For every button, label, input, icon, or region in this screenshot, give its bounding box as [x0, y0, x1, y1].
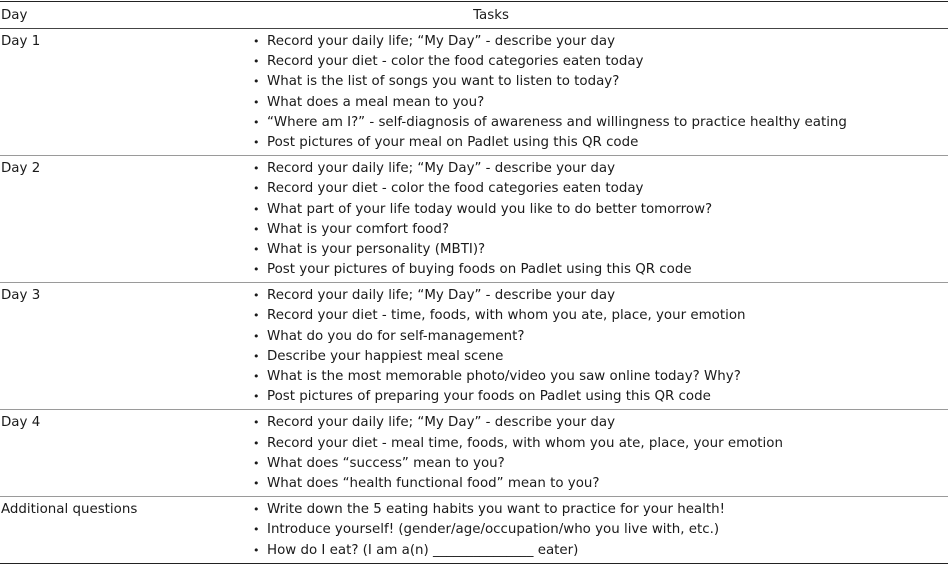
table-row [0, 283, 948, 410]
bullet-icon: • [253, 162, 260, 176]
task-item [249, 32, 948, 52]
task-item [249, 413, 948, 433]
task-item [249, 474, 948, 494]
bullet-icon: • [253, 503, 260, 517]
bullet-icon: • [253, 202, 260, 216]
task-item [249, 500, 948, 520]
bullet-icon: • [253, 115, 260, 129]
task-text: Record your daily life; “My Day” - describe your day [267, 415, 616, 431]
table-row [0, 410, 948, 497]
tasks-cell [249, 497, 948, 563]
task-item [249, 286, 948, 306]
task-item [249, 93, 948, 113]
tasks-cell [249, 156, 948, 282]
header-tasks: Tasks [473, 7, 509, 23]
table-row [0, 156, 948, 283]
task-text: How do I eat? (I am a(n) _______________ eater) [267, 542, 579, 558]
task-item [249, 179, 948, 199]
task-text: What do you do for self-management? [267, 328, 525, 344]
day-cell: Additional questions [1, 502, 138, 518]
task-text: Record your diet - time, foods, with whom you ate, place, your emotion [267, 308, 746, 324]
task-item [249, 327, 948, 347]
bullet-icon: • [253, 309, 260, 323]
task-text: Record your diet - meal time, foods, with whom you ate, place, your emotion [267, 435, 783, 451]
bullet-icon: • [253, 416, 260, 430]
task-text: Write down the 5 eating habits you want to practice for your health! [267, 502, 725, 518]
task-text: What does a meal mean to you? [267, 94, 485, 110]
task-item [249, 387, 948, 407]
task-text: What does “success” mean to you? [267, 455, 505, 471]
task-text: What part of your life today would you like to do better tomorrow? [267, 201, 713, 217]
day-cell: Day 4 [1, 415, 41, 431]
task-item [249, 347, 948, 367]
task-text: Record your diet - color the food categories eaten today [267, 54, 644, 70]
bullet-icon: • [253, 390, 260, 404]
bullet-icon: • [253, 329, 260, 343]
bullet-icon: • [253, 242, 260, 256]
task-item [249, 133, 948, 153]
tasks-cell [249, 283, 948, 409]
task-item [249, 367, 948, 387]
table-row [0, 497, 948, 563]
bullet-icon: • [253, 456, 260, 470]
day-cell: Day 3 [1, 288, 41, 304]
task-text: What is the list of songs you want to listen to today? [267, 74, 620, 90]
tasks-table [0, 1, 948, 564]
task-item [249, 200, 948, 220]
task-text: Introduce yourself! (gender/age/occupation/who you live with, etc.) [267, 522, 720, 538]
task-text: What is your comfort food? [267, 221, 449, 237]
bullet-icon: • [253, 75, 260, 89]
task-text: What is the most memorable photo/video you saw online today? Why? [267, 369, 741, 384]
bullet-icon: • [253, 349, 260, 363]
table-body [0, 29, 948, 563]
task-text: Post pictures of preparing your foods on Padlet using this QR code [267, 389, 711, 405]
task-item [249, 220, 948, 240]
task-item [249, 454, 948, 474]
bullet-icon: • [253, 263, 260, 277]
tasks-cell [249, 29, 948, 155]
task-text: Post pictures of your meal on Padlet using this QR code [267, 134, 639, 150]
task-text: Record your diet - color the food categories eaten today [267, 181, 644, 197]
task-item [249, 520, 948, 540]
table-header [0, 2, 948, 29]
task-text: “Where am I?” - self-diagnosis of awareness and willingness to practice healthy eating [267, 114, 847, 130]
bullet-icon: • [253, 289, 260, 303]
bullet-icon: • [253, 370, 260, 383]
task-text: Describe your happiest meal scene [267, 348, 504, 364]
day-cell: Day 2 [1, 161, 41, 177]
bullet-icon: • [253, 523, 260, 537]
bullet-icon: • [253, 55, 260, 69]
bullet-icon: • [253, 35, 260, 48]
task-text: Record your daily life; “My Day” - describe your day [267, 161, 616, 177]
bullet-icon: • [253, 182, 260, 196]
task-text: Post your pictures of buying foods on Padlet using this QR code [267, 262, 692, 278]
task-item [249, 159, 948, 179]
bullet-icon: • [253, 222, 260, 236]
tasks-cell [249, 410, 948, 496]
task-item [249, 113, 948, 133]
bullet-icon: • [253, 95, 260, 109]
bullet-icon: • [253, 135, 260, 149]
day-cell: Day 1 [1, 34, 41, 49]
task-item [249, 306, 948, 326]
table-row [0, 29, 948, 156]
task-text: Record your daily life; “My Day” - describe your day [267, 288, 616, 304]
task-text: What is your personality (MBTI)? [267, 241, 486, 257]
bullet-icon: • [253, 476, 260, 490]
bullet-icon: • [253, 436, 260, 450]
task-item [249, 52, 948, 72]
task-item [249, 260, 948, 280]
bullet-icon: • [253, 543, 260, 557]
header-day: Day [1, 7, 28, 23]
task-text: Record your daily life; “My Day” - describe your day [267, 34, 616, 49]
task-item [249, 434, 948, 454]
task-text: What does “health functional food” mean to you? [267, 475, 600, 491]
task-item [249, 240, 948, 260]
task-item [249, 72, 948, 92]
